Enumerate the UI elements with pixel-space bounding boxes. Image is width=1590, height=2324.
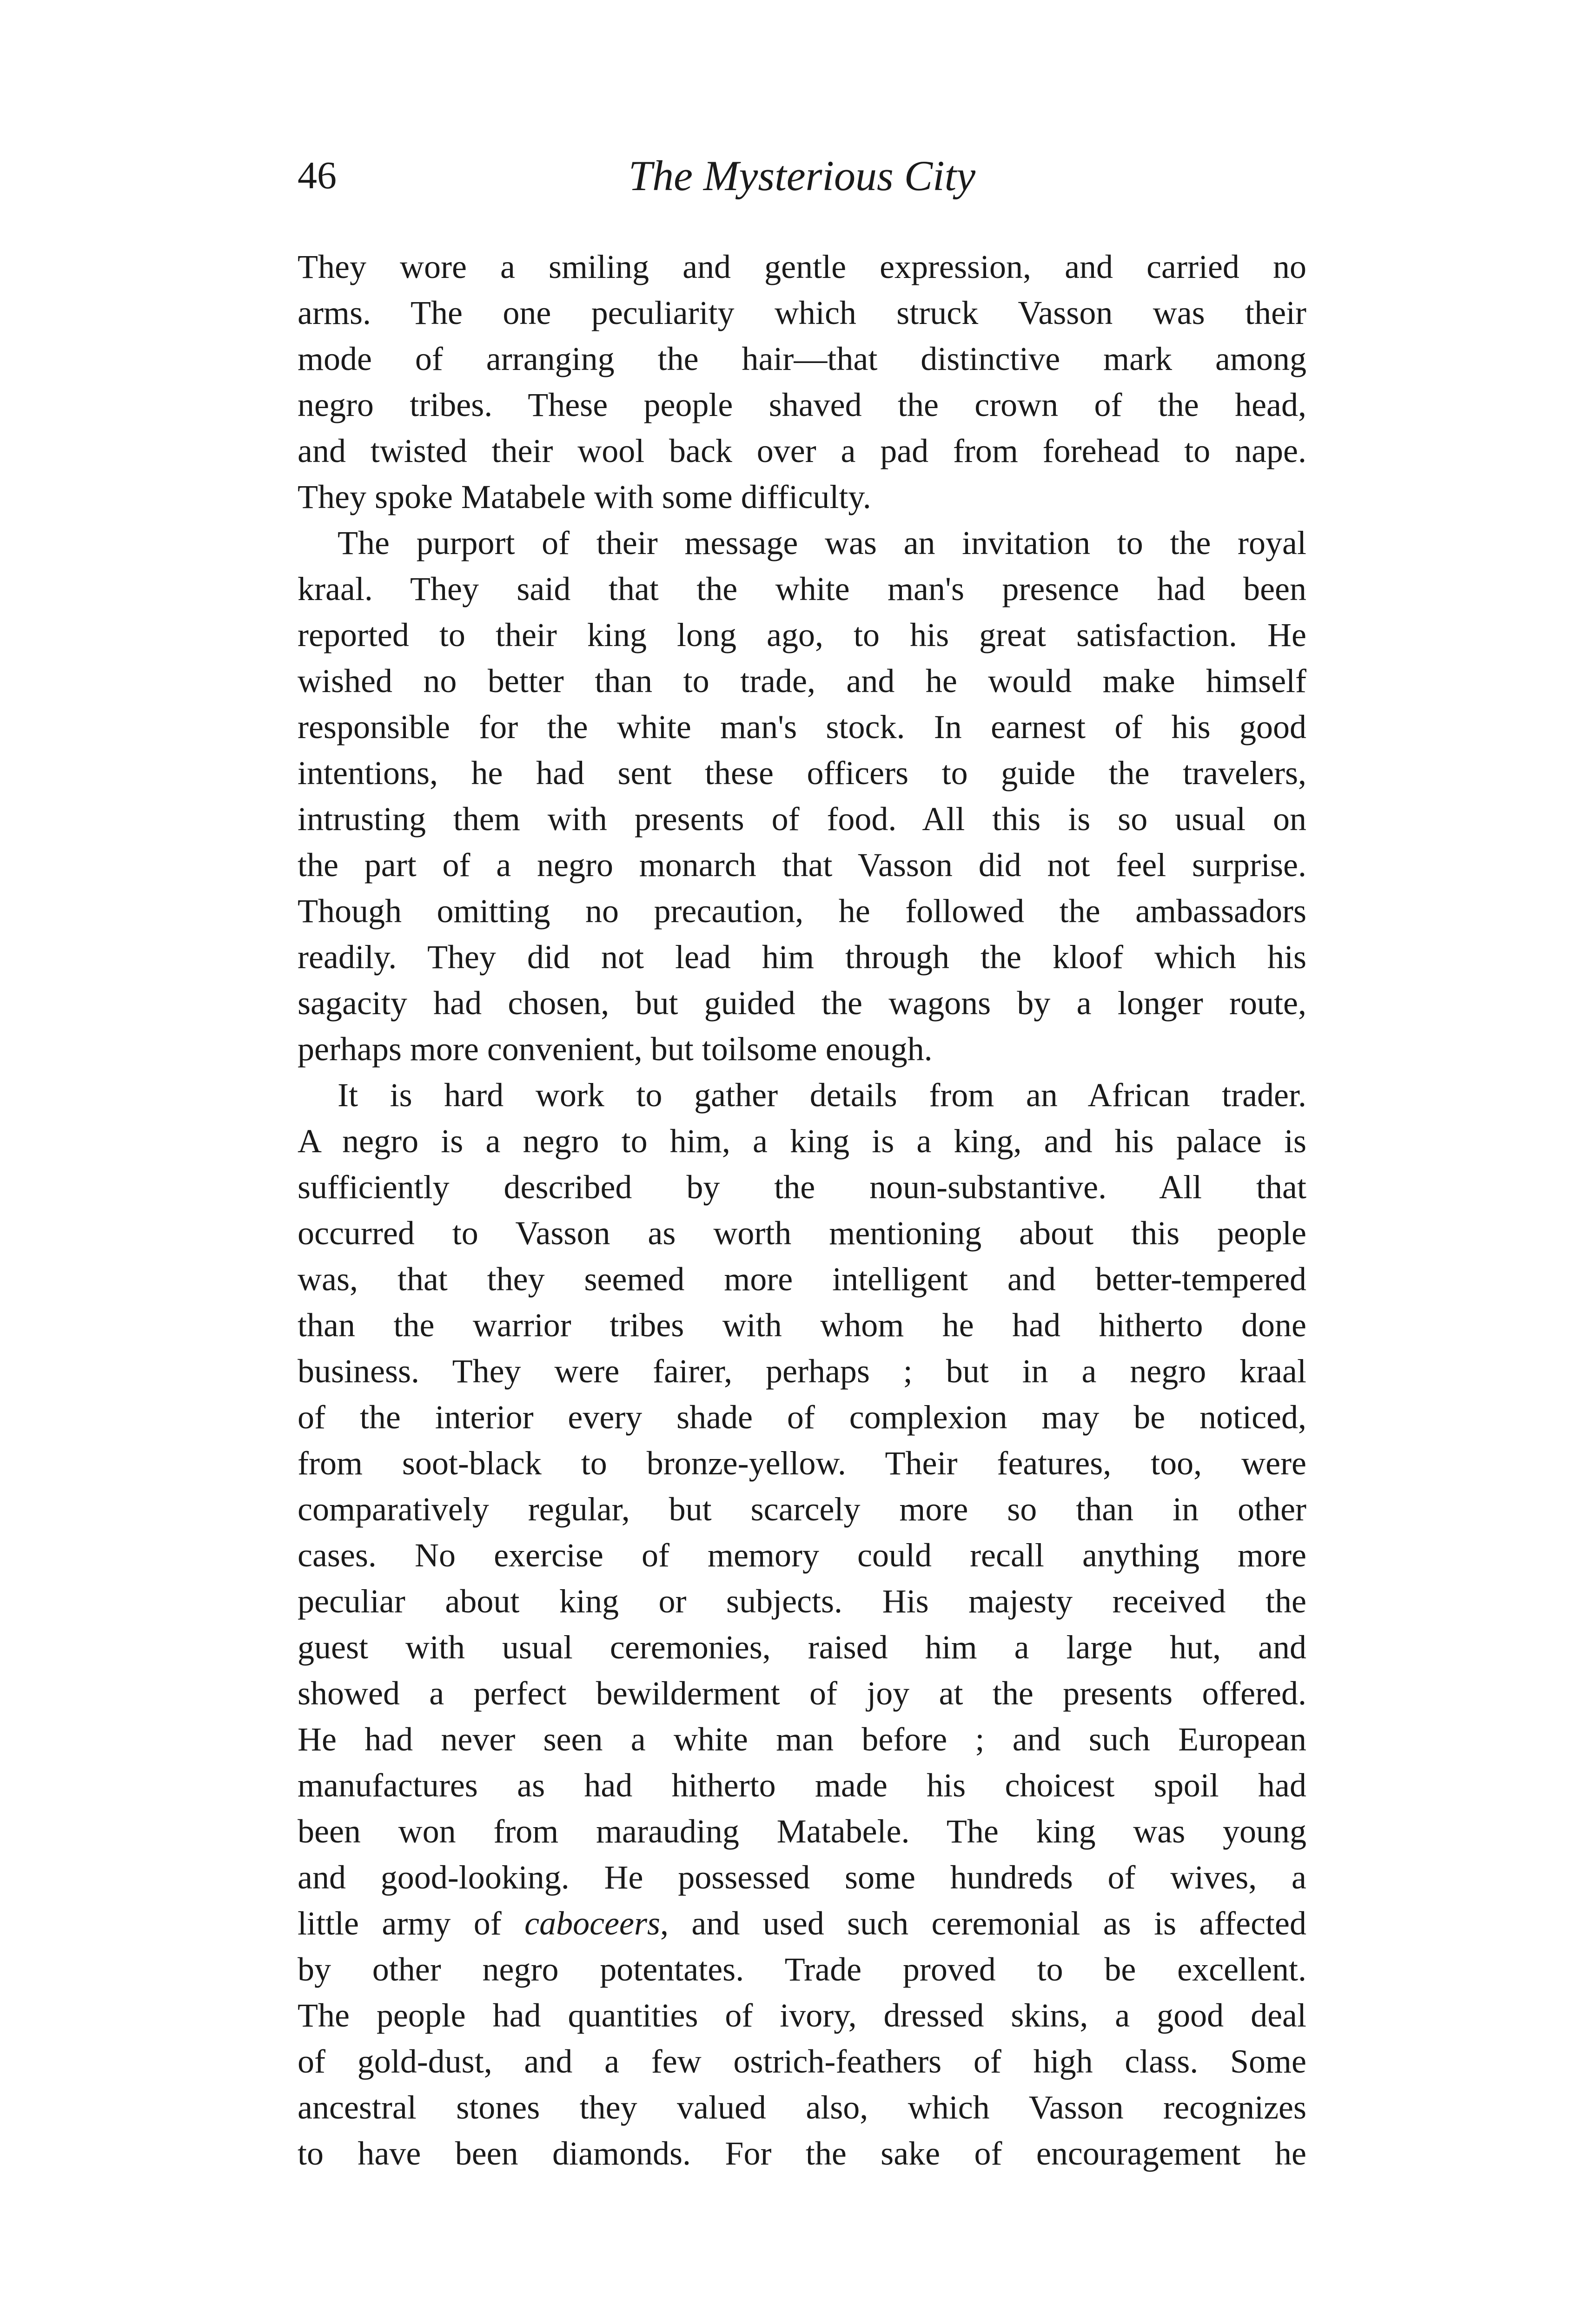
text-line: manufactures as had hitherto made his choicest spoil had [298, 1767, 1306, 1804]
text-line: He had never seen a white man before ; and such European [298, 1721, 1306, 1758]
text-line: by other negro potentates. Trade proved to be excellent. [298, 1951, 1306, 1988]
text-line: of the interior every shade of complexion may be noticed, [298, 1399, 1306, 1436]
text-line: and twisted their wool back over a pad from forehead to nape. [298, 432, 1306, 469]
text-line: intrusting them with presents of food. All this is so usual on [298, 800, 1306, 838]
text-line: Though omitting no precaution, he followed the ambassadors [298, 892, 1306, 930]
page-number: 46 [298, 154, 337, 197]
text-line: mode of arranging the hair—that distinctive mark among [298, 340, 1306, 377]
text-line: been won from marauding Matabele. The king was young [298, 1813, 1306, 1850]
text-line: of gold-dust, and a few ostrich-feathers of high class. Some [298, 2043, 1306, 2080]
text-line: guest with usual ceremonies, raised him a large hut, and [298, 1629, 1306, 1666]
text-line: perhaps more convenient, but toilsome enough. [298, 1030, 933, 1068]
italic-term: caboceers [524, 1905, 660, 1942]
text-line: wished no better than to trade, and he would make himself [298, 662, 1306, 700]
text-line: than the warrior tribes with whom he had hitherto done [298, 1307, 1306, 1344]
text-line: ancestral stones they valued also, which Vasson recognizes [298, 2089, 1306, 2126]
text-line: showed a perfect bewilderment of joy at the presents offered. [298, 1675, 1306, 1712]
text-line: sagacity had chosen, but guided the wagons by a longer route, [298, 984, 1306, 1022]
text-line: negro tribes. These people shaved the crown of the head, [298, 386, 1306, 423]
body-text [298, 244, 1306, 2177]
text-line: business. They were fairer, perhaps ; but in a negro kraal [298, 1353, 1306, 1390]
text-line: arms. The one peculiarity which struck Vasson was their [298, 294, 1306, 331]
text-line: They wore a smiling and gentle expression, and carried no [298, 248, 1306, 285]
text-line: The people had quantities of ivory, dressed skins, a good deal [298, 1997, 1306, 2034]
text-line: comparatively regular, but scarcely more so than in other [298, 1491, 1306, 1528]
running-title: The Mysterious City [628, 152, 976, 199]
text-line: readily. They did not lead him through the kloof which his [298, 938, 1306, 976]
text-line: kraal. They said that the white man's presence had been [298, 570, 1306, 607]
text-line [298, 1901, 1306, 1947]
text-line: peculiar about king or subjects. His majesty received the [298, 1583, 1306, 1620]
text-line: was, that they seemed more intelligent and better-tempered [298, 1261, 1306, 1298]
text-line: the part of a negro monarch that Vasson did not feel surprise. [298, 846, 1306, 884]
text-line: intentions, he had sent these officers to guide the travelers, [298, 754, 1306, 792]
text-line: responsible for the white man's stock. In earnest of his good [298, 708, 1306, 746]
text-line: and good-looking. He possessed some hundreds of wives, a [298, 1859, 1306, 1896]
text-line: They spoke Matabele with some difficulty. [298, 478, 871, 515]
text-line: occurred to Vasson as worth mentioning about this people [298, 1215, 1306, 1252]
text-line: A negro is a negro to him, a king is a king, and his palace is [298, 1122, 1306, 1160]
text-segment: , and used such ceremonial as is affected [660, 1905, 1307, 1942]
running-head [298, 148, 1306, 204]
text-line: to have been diamonds. For the sake of encouragement he [298, 2135, 1306, 2172]
text-line: sufficiently described by the noun-substantive. All that [298, 1169, 1306, 1206]
text-line: cases. No exercise of memory could recall anything more [298, 1537, 1306, 1574]
text-line: The purport of their message was an invitation to the royal [338, 524, 1306, 561]
text-line: reported to their king long ago, to his great satisfaction. He [298, 616, 1306, 654]
text-line: It is hard work to gather details from an African trader. [338, 1076, 1306, 1114]
text-segment: little army of [298, 1905, 525, 1942]
text-line: from soot-black to bronze-yellow. Their features, too, were [298, 1445, 1306, 1482]
